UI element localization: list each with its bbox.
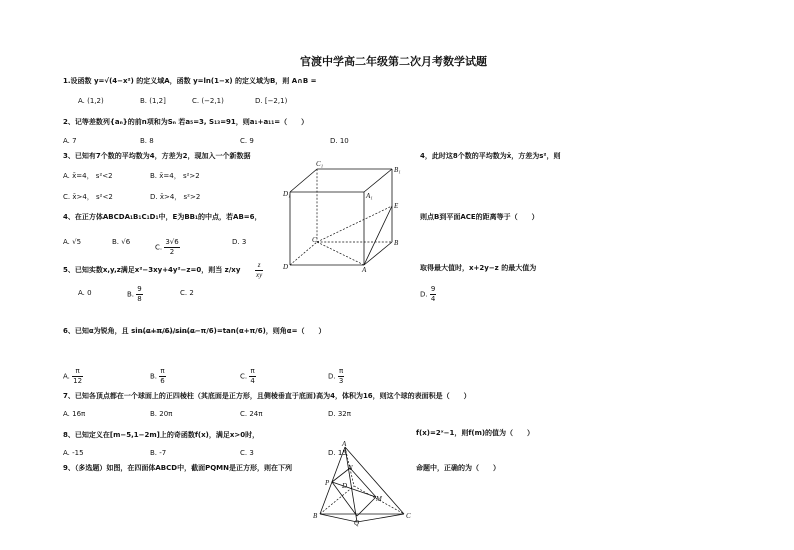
q8-option-a: A. -15 bbox=[63, 449, 84, 457]
q2-option-c: C. 9 bbox=[240, 137, 254, 145]
q6-option-c: C. $\frac{\pi}{4}$ bbox=[240, 367, 255, 385]
q1-option-a: A. (1,2) bbox=[78, 97, 104, 105]
q6-c-den: 4 bbox=[250, 377, 255, 385]
q1-stem: 1.设函数 y=√(4−x²) 的定义域A，函数 y=ln(1−x) 的定义域为B，则 A∩B = bbox=[63, 77, 317, 85]
q6-stem: 6、已知α为锐角，且 sin(α+π/6)/sin(α−π/6)=tan(α+π/6)，则角α=（ ） bbox=[63, 327, 326, 335]
cube-label-c1: C₁ bbox=[316, 160, 324, 168]
q8-option-d: D. 15 bbox=[328, 449, 347, 457]
q4-c-numerator: 3√6 bbox=[165, 238, 179, 246]
cube-label-d1: D₁ bbox=[283, 190, 291, 198]
q7-stem: 7、已知各顶点都在一个球面上的正四棱柱（其底面是正方形，且侧棱垂直于底面)高为4，体积为16，则这个球的表面积是（ ） bbox=[63, 392, 471, 400]
q1-option-b: B. (1,2] bbox=[140, 97, 166, 105]
q9-stem-right: 命题中，正确的为（ ） bbox=[416, 464, 500, 472]
q6-a-den: 12 bbox=[73, 377, 83, 385]
q4-option-b: B. √6 bbox=[112, 238, 131, 246]
q2-stem: 2、记等差数列{aₙ}的前n项和为Sₙ 若a₅=3, S₁₃=91，则a₁+a₁₁=（ ） bbox=[63, 118, 309, 126]
q4-option-d: D. 3 bbox=[232, 238, 247, 246]
q8-option-c: C. 3 bbox=[240, 449, 254, 457]
q6-option-b: B. $\frac{\pi}{6}$ bbox=[150, 367, 165, 385]
tetra-label-q: Q bbox=[354, 519, 360, 527]
cube-label-a1: A₁ bbox=[366, 192, 373, 200]
cube-label-a: A bbox=[362, 266, 367, 274]
q2-option-d: D. 10 bbox=[330, 137, 349, 145]
q5-d-num: 9 bbox=[430, 285, 436, 293]
q6-b-den: 6 bbox=[160, 377, 165, 385]
q4-c-denominator: 2 bbox=[169, 248, 175, 256]
tetrahedron-figure bbox=[312, 442, 417, 527]
q8-option-b: B. -7 bbox=[150, 449, 167, 457]
q6-d-den: 3 bbox=[338, 377, 344, 385]
tetra-label-d: D bbox=[342, 482, 348, 490]
cube-label-e: E bbox=[394, 202, 399, 210]
q5-option-d: D. $\frac{9}{4}$ bbox=[420, 285, 436, 303]
q5-stem-text: 5、已知实数x,y,z满足x²−3xy+4y²−z=0，则当 z/xy bbox=[63, 266, 241, 274]
q6-d-num: π bbox=[338, 367, 344, 375]
q7-option-a: A. 16π bbox=[63, 410, 86, 418]
q5-option-a: A. 0 bbox=[78, 289, 92, 297]
tetra-label-a: A bbox=[342, 440, 347, 448]
q6-bracket-decoration bbox=[138, 313, 198, 353]
q5-stem-right: 取得最大值时，x+2y−z 的最大值为 bbox=[420, 264, 537, 272]
q5-zxy-num: z bbox=[255, 261, 263, 271]
q6-option-a: A. $\frac{\pi}{12}$ bbox=[63, 367, 83, 385]
tetra-label-b: B bbox=[313, 512, 318, 520]
cube-label-b1: B₁ bbox=[394, 166, 401, 174]
cube-label-d: D bbox=[283, 263, 289, 271]
cube-label-c: C bbox=[312, 236, 317, 244]
q5-zxy-den: xy bbox=[256, 271, 263, 279]
q6-c-num: π bbox=[250, 367, 255, 375]
q7-option-b: B. 20π bbox=[150, 410, 173, 418]
q4-stem: 4、在正方体ABCDA₁B₁C₁D₁中，E为BB₁的中点，若AB=6， bbox=[63, 213, 262, 221]
q5-d-den: 4 bbox=[430, 295, 436, 303]
q3-option-a: A. x̄=4， s²<2 bbox=[63, 172, 113, 180]
q6-option-d: D. $\frac{\pi}{3}$ bbox=[328, 367, 344, 385]
cube-label-b: B bbox=[394, 239, 399, 247]
tetra-label-c: C bbox=[406, 512, 411, 520]
q7-option-c: C. 24π bbox=[240, 410, 263, 418]
q4-stem-right: 则点B到平面ACE的距离等于（ ） bbox=[420, 213, 539, 221]
q7-option-d: D. 32π bbox=[328, 410, 351, 418]
q1-option-d: D. [−2,1) bbox=[255, 97, 288, 105]
q3-option-c: C. x̄>4， s²<2 bbox=[63, 193, 113, 201]
q3-stem-right: 4，此时这8个数的平均数为x̄，方差为s²，则 bbox=[420, 152, 561, 160]
q8-stem-right: f(x)=2ˣ−1，则f(m)的值为（ ） bbox=[416, 429, 535, 437]
q3-option-b: B. x̄=4， s²>2 bbox=[150, 172, 200, 180]
q5-stem bbox=[63, 266, 240, 275]
q2-option-a: A. 7 bbox=[63, 137, 77, 145]
tetra-label-n: N bbox=[348, 464, 353, 472]
q5-option-b: B. $\frac{9}{8}$ bbox=[127, 285, 142, 303]
q6-b-num: π bbox=[160, 367, 165, 375]
q3-stem: 3、已知有7个数的平均数为4，方差为2，现加入一个新数据 bbox=[63, 152, 251, 160]
q5-option-c: C. 2 bbox=[180, 289, 194, 297]
cube-figure bbox=[280, 160, 410, 275]
q2-option-b: B. 8 bbox=[140, 137, 154, 145]
q3-option-d: D. x̄>4， s²>2 bbox=[150, 193, 201, 201]
q5-b-num: 9 bbox=[137, 285, 142, 293]
q4-option-c: C. $\frac{3√6}{2}$ bbox=[155, 238, 179, 256]
q6-a-num: π bbox=[72, 367, 83, 377]
q9-stem: 9、（多选题）如图，在四面体ABCD中，截面PQMN是正方形，则在下列 bbox=[63, 464, 292, 472]
q5-b-den: 8 bbox=[137, 295, 142, 303]
q5-zxy-fraction bbox=[255, 261, 263, 280]
q4-option-a: A. √5 bbox=[63, 238, 82, 246]
q8-stem: 8、已知定义在[m−5,1−2m]上的奇函数f(x)，满足x>0时， bbox=[63, 431, 260, 439]
tetra-label-p: P bbox=[325, 479, 330, 487]
tetra-label-m: M bbox=[376, 495, 382, 503]
page-title: 官渡中学高二年级第二次月考数学试题 bbox=[300, 55, 487, 68]
q1-option-c: C. (−2,1) bbox=[192, 97, 224, 105]
